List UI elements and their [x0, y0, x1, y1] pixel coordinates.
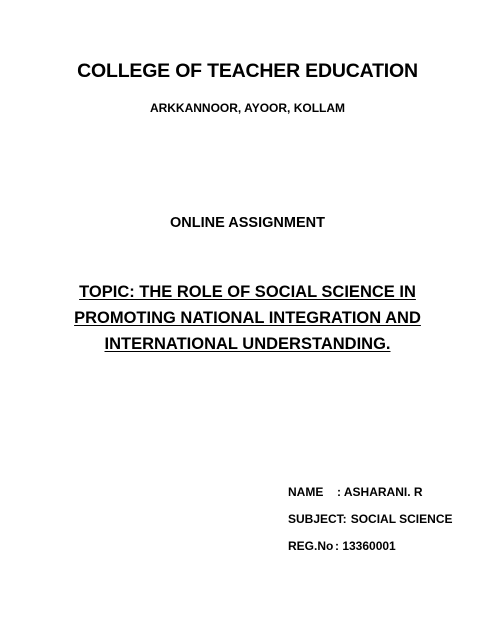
college-title: COLLEGE OF TEACHER EDUCATION: [77, 60, 418, 82]
subject-row: [288, 511, 452, 538]
topic-line-2: PROMOTING NATIONAL INTEGRATION AND: [74, 309, 421, 327]
reg-value: : 13360001: [335, 539, 396, 553]
topic-line-3: INTERNATIONAL UNDERSTANDING.: [104, 335, 391, 353]
college-address: ARKKANNOOR, AYOOR, KOLLAM: [149, 101, 346, 115]
subject-label: SUBJECT:: [288, 512, 347, 526]
student-details: [288, 484, 452, 565]
name-row: [288, 484, 452, 511]
topic-line-1: TOPIC: THE ROLE OF SOCIAL SCIENCE IN: [79, 283, 416, 301]
reg-row: [288, 538, 452, 565]
subject-value: SOCIAL SCIENCE: [350, 512, 453, 526]
reg-label: REG.No: [288, 539, 334, 553]
topic-heading: [0, 279, 495, 357]
name-value: : ASHARANI. R: [337, 485, 423, 499]
name-label: NAME: [288, 485, 324, 499]
assignment-type: ONLINE ASSIGNMENT: [170, 215, 325, 231]
